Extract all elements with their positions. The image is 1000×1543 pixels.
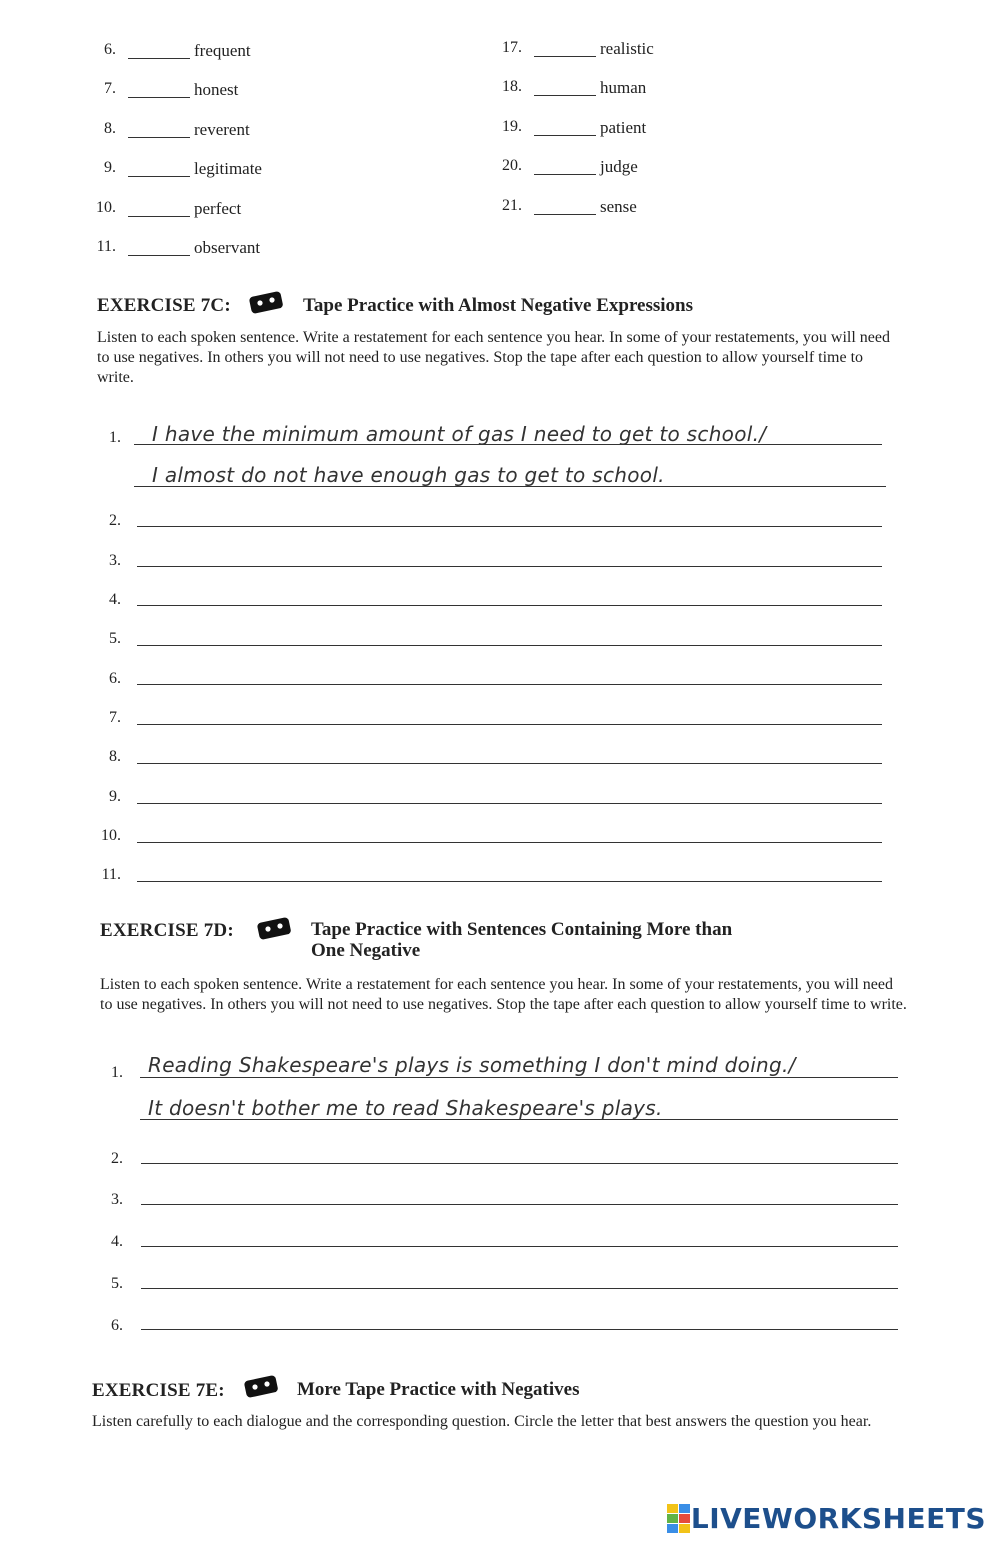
answer-line[interactable] xyxy=(137,724,882,725)
item-number: 6. xyxy=(109,670,121,687)
answer-line[interactable] xyxy=(137,526,882,527)
answer-line[interactable] xyxy=(140,1119,898,1120)
vocab-word: frequent xyxy=(194,41,251,60)
item-number: 3. xyxy=(111,1191,123,1208)
exercise-instructions: Listen to each spoken sentence. Write a restatement for each sentence you hear. In some of your restatements, you will need to use negatives. In others you will not need to use negatives. Stop the tape after each question to allow yourself time to write. xyxy=(97,329,890,386)
item-number: 10. xyxy=(101,827,121,844)
vocab-word: judge xyxy=(600,157,638,176)
item-number: 18. xyxy=(502,78,522,95)
exercise-title xyxy=(311,919,732,961)
exercise-label: EXERCISE 7D: xyxy=(100,920,234,941)
handwritten-answer[interactable]: I almost do not have enough gas to get to school. xyxy=(152,463,665,487)
answer-line[interactable] xyxy=(137,763,882,764)
item-number: 2. xyxy=(111,1150,123,1167)
item-number: 9. xyxy=(109,788,121,805)
answer-blank[interactable] xyxy=(128,216,190,217)
answer-line[interactable] xyxy=(137,645,882,646)
item-number: 9. xyxy=(104,159,116,176)
answer-blank[interactable] xyxy=(534,95,596,96)
exercise-title-line: One Negative xyxy=(311,940,421,961)
item-number: 7. xyxy=(104,80,116,97)
answer-line[interactable] xyxy=(141,1163,898,1164)
answer-line[interactable] xyxy=(141,1329,898,1330)
answer-line[interactable] xyxy=(137,803,882,804)
answer-blank[interactable] xyxy=(534,135,596,136)
item-number: 5. xyxy=(109,630,121,647)
logo-text: LIVEWORKSHEETS xyxy=(690,1502,986,1535)
answer-line[interactable] xyxy=(137,684,882,685)
answer-line[interactable] xyxy=(134,486,886,487)
vocab-word: observant xyxy=(194,238,261,257)
item-number: 19. xyxy=(502,118,522,135)
cassette-tape-icon xyxy=(243,1374,279,1398)
handwritten-answer[interactable]: I have the minimum amount of gas I need to get to school./ xyxy=(152,422,767,446)
vocab-word: honest xyxy=(194,80,239,99)
vocab-word: patient xyxy=(600,118,647,137)
answer-line[interactable] xyxy=(137,881,882,882)
liveworksheets-logo[interactable] xyxy=(667,1502,986,1535)
exercise-instructions: Listen carefully to each dialogue and the corresponding question. Circle the letter that best answers the question you hear. xyxy=(92,1413,872,1430)
exercise-title-line: Tape Practice with Sentences Containing More than xyxy=(311,919,733,940)
item-number: 4. xyxy=(109,591,121,608)
vocab-word: sense xyxy=(600,197,637,216)
answer-blank[interactable] xyxy=(128,176,190,177)
exercise-instructions: Listen to each spoken sentence. Write a restatement for each sentence you hear. In some of your restatements, you will need to use negatives. In others you will not need to use negatives. Stop the tape after each question to allow yourself time to write. xyxy=(100,976,907,1013)
handwritten-answer[interactable]: Reading Shakespeare's plays is something I don't mind doing./ xyxy=(148,1053,796,1077)
exercise-7d-header xyxy=(100,920,234,942)
item-number: 10. xyxy=(96,199,116,216)
answer-blank[interactable] xyxy=(128,97,190,98)
exercise-title: Tape Practice with Almost Negative Expressions xyxy=(303,295,694,316)
item-number: 2. xyxy=(109,512,121,529)
answer-line[interactable] xyxy=(137,605,882,606)
item-number: 8. xyxy=(104,120,116,137)
exercise-7c-header xyxy=(97,295,231,317)
item-number: 1. xyxy=(111,1064,123,1081)
exercise-label: EXERCISE 7C: xyxy=(97,295,231,316)
answer-blank[interactable] xyxy=(128,137,190,138)
answer-line[interactable] xyxy=(137,842,882,843)
item-number: 17. xyxy=(502,39,522,56)
answer-blank[interactable] xyxy=(534,214,596,215)
vocab-word: reverent xyxy=(194,120,250,139)
answer-blank[interactable] xyxy=(534,56,596,57)
exercise-7e-header xyxy=(92,1380,225,1402)
exercise-label: EXERCISE 7E: xyxy=(92,1380,225,1401)
item-number: 6. xyxy=(104,41,116,58)
answer-line[interactable] xyxy=(141,1288,898,1289)
answer-blank[interactable] xyxy=(534,174,596,175)
item-number: 3. xyxy=(109,552,121,569)
item-number: 1. xyxy=(109,429,121,446)
item-number: 11. xyxy=(101,866,121,883)
answer-line[interactable] xyxy=(141,1246,898,1247)
cassette-tape-icon xyxy=(248,290,284,314)
item-number: 4. xyxy=(111,1233,123,1250)
answer-line[interactable] xyxy=(137,566,882,567)
vocab-word: perfect xyxy=(194,199,242,218)
vocab-word: legitimate xyxy=(194,159,262,178)
item-number: 21. xyxy=(502,197,522,214)
answer-line[interactable] xyxy=(140,1077,898,1078)
vocab-word: realistic xyxy=(600,39,654,58)
answer-blank[interactable] xyxy=(128,255,190,256)
item-number: 8. xyxy=(109,748,121,765)
item-number: 20. xyxy=(502,157,522,174)
item-number: 7. xyxy=(109,709,121,726)
handwritten-answer[interactable]: It doesn't bother me to read Shakespeare's plays. xyxy=(148,1096,663,1120)
cassette-tape-icon xyxy=(256,916,292,940)
item-number: 6. xyxy=(111,1317,123,1334)
item-number: 11. xyxy=(96,238,116,255)
logo-blocks-icon xyxy=(667,1504,691,1534)
exercise-title: More Tape Practice with Negatives xyxy=(297,1379,580,1400)
answer-blank[interactable] xyxy=(128,58,190,59)
answer-line[interactable] xyxy=(134,444,882,445)
vocab-word: human xyxy=(600,78,647,97)
item-number: 5. xyxy=(111,1275,123,1292)
answer-line[interactable] xyxy=(141,1204,898,1205)
